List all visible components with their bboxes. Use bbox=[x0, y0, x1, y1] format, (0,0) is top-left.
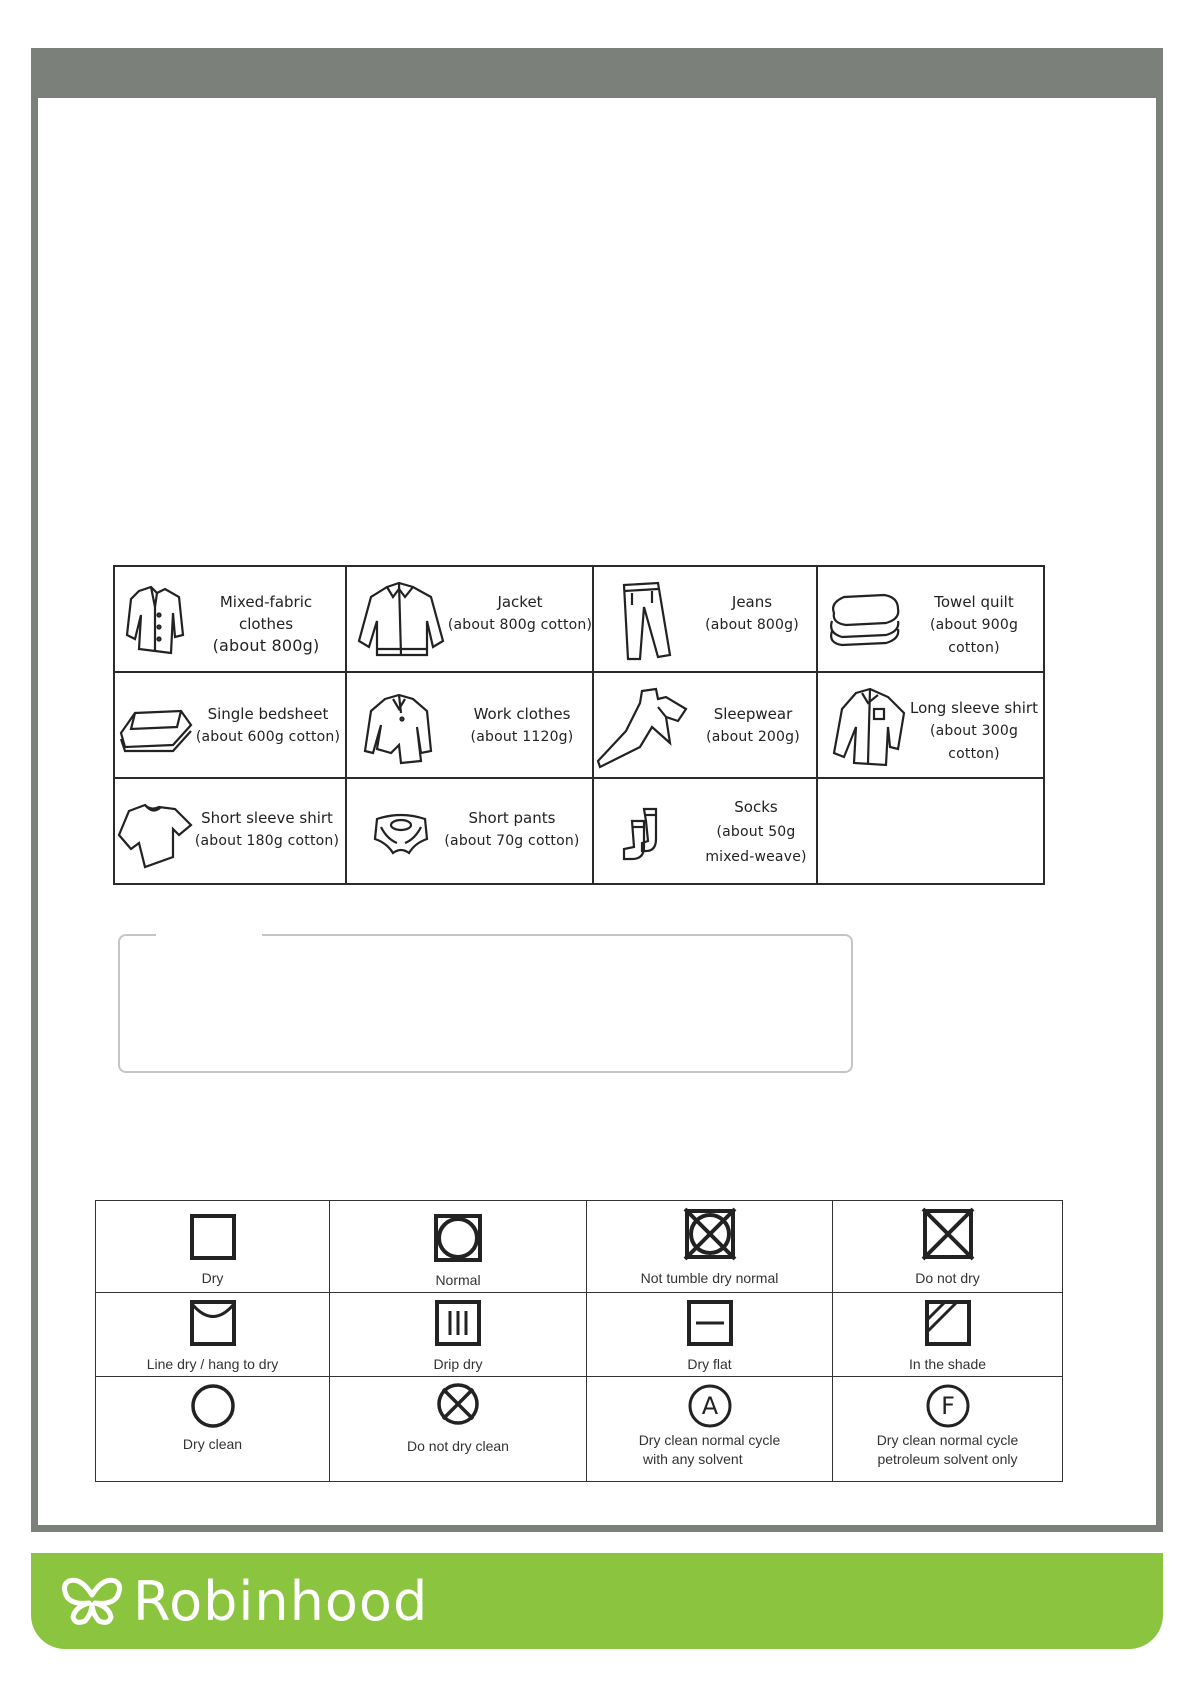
garment-name: Long sleeve shirt bbox=[910, 699, 1038, 717]
symbol-cell bbox=[96, 1377, 330, 1482]
line-dry-icon bbox=[189, 1299, 237, 1347]
socks-icon bbox=[620, 805, 666, 861]
symbol-cell bbox=[587, 1293, 833, 1377]
garment-cell bbox=[114, 778, 346, 884]
garment-name: Jacket bbox=[497, 593, 543, 611]
garment-name: Work clothes bbox=[473, 705, 571, 723]
garment-weight: (about 70g cotton) bbox=[444, 833, 580, 849]
symbol-label: Dry clean normal cycle bbox=[876, 1432, 1019, 1448]
symbol-label: Dry clean normal cycle bbox=[638, 1432, 781, 1448]
do-not-dry-clean-icon bbox=[435, 1381, 481, 1427]
garment-name: Single bedsheet bbox=[207, 705, 329, 723]
care-symbols-table bbox=[95, 1200, 1063, 1482]
work-clothes-icon bbox=[361, 691, 437, 765]
symbol-label: Do not dry clean bbox=[407, 1438, 509, 1454]
symbol-cell bbox=[833, 1377, 1063, 1482]
tumble-dry-normal-icon bbox=[433, 1213, 483, 1263]
garment-weight: (about 180g cotton) bbox=[194, 833, 340, 849]
jeans-icon bbox=[614, 581, 674, 661]
garment-weight: (about 300g cotton) bbox=[929, 723, 1019, 762]
garment-weight: (about 800g cotton) bbox=[447, 617, 593, 633]
garment-weight: (about 50g bbox=[716, 824, 796, 840]
symbol-label-detail: petroleum solvent only bbox=[877, 1451, 1018, 1467]
garment-cell bbox=[114, 672, 346, 778]
do-not-tumble-dry-icon bbox=[683, 1207, 737, 1261]
symbol-label: Line dry / hang to dry bbox=[146, 1356, 279, 1372]
sleepwear-icon bbox=[596, 687, 692, 771]
symbol-cell bbox=[833, 1201, 1063, 1293]
symbol-label: Normal bbox=[435, 1272, 481, 1288]
dry-symbol-icon bbox=[189, 1213, 237, 1261]
garment-name: Jeans bbox=[731, 593, 773, 611]
symbol-label: Drip dry bbox=[433, 1356, 483, 1372]
symbol-cell bbox=[96, 1293, 330, 1377]
symbol-label: Dry bbox=[201, 1270, 224, 1286]
do-not-dry-icon bbox=[921, 1207, 975, 1261]
long-sleeve-shirt-icon bbox=[826, 687, 908, 769]
garment-weight: (about 1120g) bbox=[470, 729, 574, 745]
symbol-cell bbox=[330, 1377, 587, 1482]
jacket-icon bbox=[355, 581, 447, 661]
dry-clean-any-solvent-icon bbox=[687, 1383, 733, 1429]
garment-name: Socks bbox=[734, 798, 778, 816]
symbol-letter: A bbox=[701, 1392, 718, 1420]
symbol-cell bbox=[587, 1377, 833, 1482]
symbol-label: Do not dry bbox=[915, 1270, 980, 1286]
drip-dry-icon bbox=[434, 1299, 482, 1347]
symbol-letter: F bbox=[940, 1392, 955, 1420]
bedsheet-icon bbox=[117, 705, 195, 755]
symbol-cell bbox=[330, 1201, 587, 1293]
dry-clean-icon bbox=[190, 1383, 236, 1429]
garment-weight-table bbox=[113, 565, 1045, 885]
short-pants-icon bbox=[371, 809, 431, 859]
garment-cell bbox=[593, 566, 817, 672]
footer-bar bbox=[31, 1553, 1163, 1649]
garment-cell bbox=[114, 566, 346, 672]
note-box bbox=[118, 934, 853, 1073]
garment-weight: (about 900g cotton) bbox=[929, 617, 1019, 656]
brand-name: Robinhood bbox=[133, 1569, 429, 1633]
symbol-cell bbox=[96, 1201, 330, 1293]
garment-weight-detail: mixed-weave) bbox=[705, 849, 807, 865]
garment-name: Towel quilt bbox=[934, 593, 1014, 611]
shirt-icon bbox=[121, 583, 187, 657]
garment-weight: (about 200g) bbox=[706, 729, 800, 745]
garment-cell bbox=[346, 778, 593, 884]
symbol-label: Dry flat bbox=[687, 1356, 732, 1372]
symbol-label: In the shade bbox=[908, 1356, 987, 1372]
butterfly-icon bbox=[59, 1575, 125, 1627]
garment-cell bbox=[346, 672, 593, 778]
empty-cell bbox=[817, 778, 1044, 884]
garment-cell bbox=[817, 672, 1044, 778]
symbol-cell bbox=[587, 1201, 833, 1293]
symbol-label: Dry clean bbox=[182, 1436, 243, 1452]
dry-flat-icon bbox=[686, 1299, 734, 1347]
short-sleeve-shirt-icon bbox=[115, 797, 195, 871]
dry-in-shade-icon bbox=[924, 1299, 972, 1347]
garment-name: Short sleeve shirt bbox=[201, 809, 333, 827]
garment-cell bbox=[593, 778, 817, 884]
garment-weight: (about 800g) bbox=[212, 636, 320, 655]
symbol-label-detail: with any solvent bbox=[643, 1451, 743, 1467]
garment-weight: (about 800g) bbox=[705, 617, 799, 633]
garment-name: Mixed-fabric clothes bbox=[219, 593, 313, 633]
symbol-cell bbox=[330, 1293, 587, 1377]
dry-clean-petroleum-icon bbox=[925, 1383, 971, 1429]
garment-cell bbox=[593, 672, 817, 778]
garment-cell bbox=[817, 566, 1044, 672]
garment-name: Sleepwear bbox=[713, 705, 793, 723]
symbol-label: Not tumble dry normal bbox=[640, 1270, 779, 1286]
garment-cell bbox=[346, 566, 593, 672]
brand-logo bbox=[59, 1571, 428, 1631]
garment-name: Short pants bbox=[468, 809, 556, 827]
towel-quilt-icon bbox=[824, 589, 904, 651]
symbol-cell bbox=[833, 1293, 1063, 1377]
garment-weight: (about 600g cotton) bbox=[195, 729, 341, 745]
